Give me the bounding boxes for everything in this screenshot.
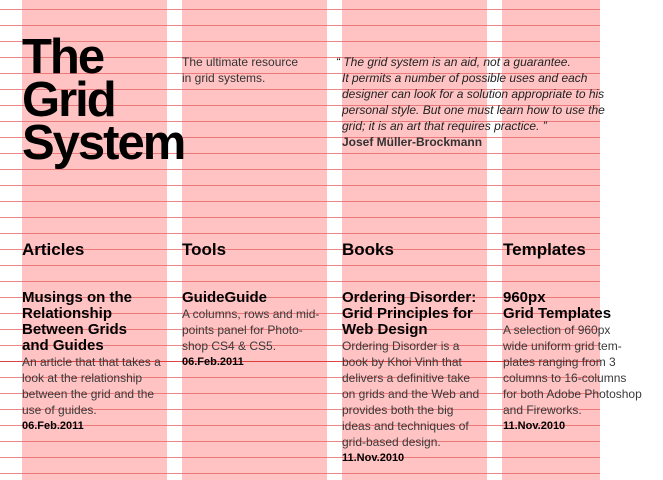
entry-description: Ordering Disorder is a book by Khoi Vinh that delivers a definitive take on grids and the Web and provides both the big ideas and techniques of grid-based design. <box>342 339 480 449</box>
article-entry <box>22 290 167 434</box>
quote-author: Josef Müller-Brockmann <box>342 135 483 149</box>
tagline: The ultimate resource in grid systems. <box>182 55 299 85</box>
entry-description: An article that that takes a look at the relationship between the grid and the use of guides. <box>22 355 161 417</box>
entry-date: 06.Feb.2011 <box>182 356 244 368</box>
quote-line: grid; it is an art that requires practice. ” <box>342 119 547 133</box>
entry-date: 11.Nov.2010 <box>503 420 566 432</box>
entry-date: 06.Feb.2011 <box>22 420 84 432</box>
quote-line: It permits a number of possible uses and each <box>342 71 588 85</box>
nav-templates[interactable]: Templates <box>503 240 586 259</box>
entry-description: A selection of 960px wide uniform grid tem- plates ranging from 3 columns to 16-columns for both Adobe Photoshop and Fireworks. <box>503 323 642 417</box>
entry-title-link[interactable]: GuideGuide <box>182 289 268 306</box>
tool-entry <box>182 290 332 370</box>
entry-description: A columns, rows and mid- points panel for Photo- shop CS4 & CS5. <box>182 307 320 353</box>
template-entry <box>503 289 642 434</box>
site-logo[interactable]: The Grid System <box>22 30 185 170</box>
quote-line: personal style. But one must learn how to use the <box>342 103 605 117</box>
nav-books[interactable]: Books <box>342 240 394 259</box>
nav-articles[interactable]: Articles <box>22 240 85 259</box>
entry-title-link[interactable]: 960px Grid Templates <box>503 289 612 322</box>
quote-line: “ The grid system is an aid, not a guarantee. <box>336 55 571 69</box>
book-entry <box>342 290 502 466</box>
quote-line: designer can look for a solution appropriate to his <box>342 87 605 101</box>
nav-tools[interactable]: Tools <box>182 240 227 259</box>
entry-date: 11.Nov.2010 <box>342 452 405 464</box>
pull-quote <box>336 54 606 134</box>
entry-title-link[interactable]: Musings on the Relationship Between Grids and Guides <box>22 289 132 354</box>
entry-title-link[interactable]: Ordering Disorder: Grid Principles for Web Design <box>342 289 477 338</box>
